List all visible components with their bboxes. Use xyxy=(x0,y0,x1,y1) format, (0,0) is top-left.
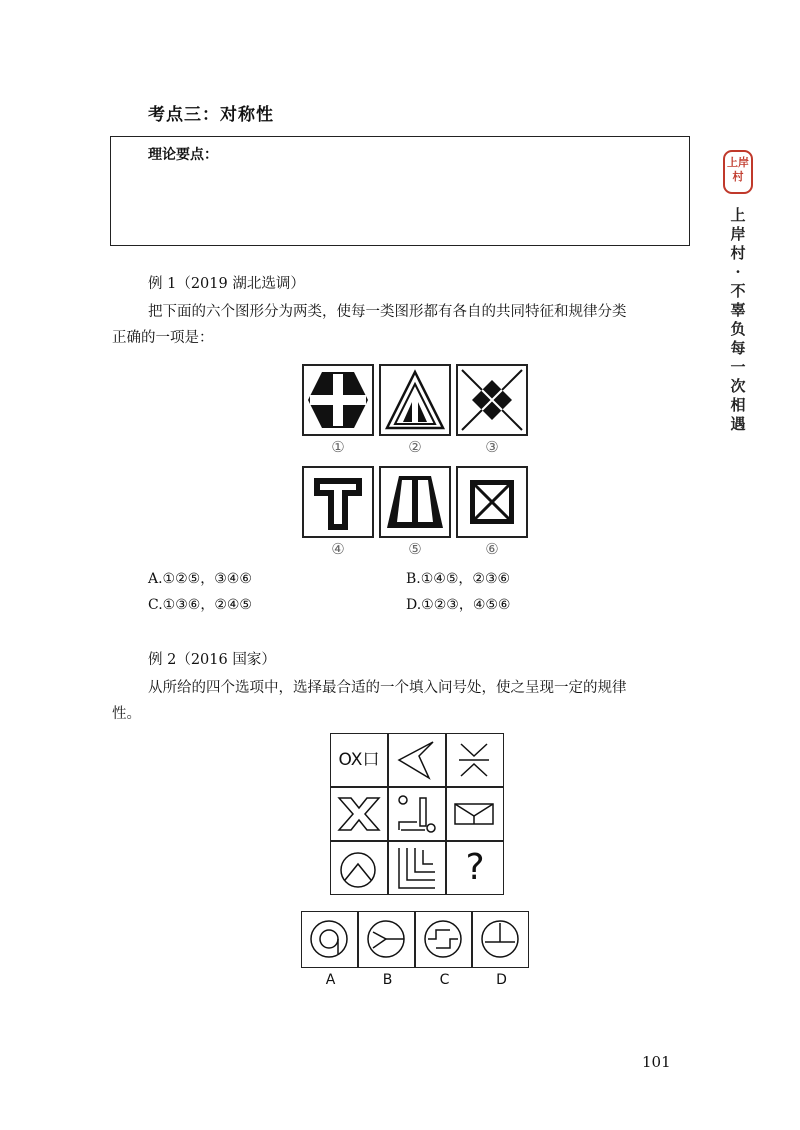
figure-1 xyxy=(302,364,374,436)
example1-question-line2: 正确的一项是： xyxy=(112,330,214,346)
answer-label-d: D xyxy=(496,972,507,988)
theory-label: 理论要点： xyxy=(148,147,218,163)
figure-label-6: ⑥ xyxy=(485,540,499,558)
figure-label-4: ④ xyxy=(331,540,345,558)
grid-cell-3 xyxy=(446,733,504,787)
grid-cell-2 xyxy=(388,733,446,787)
example2-heading: 例 2（2016 国家） xyxy=(148,652,276,668)
example2-question-line1: 从所给的四个选项中，选择最合适的一个填入问号处，使之呈现一定的规律 xyxy=(148,680,627,696)
grid-cell-4 xyxy=(330,787,388,841)
figure-2 xyxy=(379,364,451,436)
figure-label-3: ③ xyxy=(485,438,499,456)
answer-row xyxy=(301,911,529,968)
figure-3 xyxy=(456,364,528,436)
figure-5 xyxy=(379,466,451,538)
option-c: C.①③⑥，②④⑤ xyxy=(148,597,252,613)
figure-label-1: ① xyxy=(331,438,345,456)
answer-label-c: C xyxy=(439,972,450,988)
example2-question-line2: 性。 xyxy=(112,706,141,722)
page-number: 101 xyxy=(642,1053,671,1071)
side-slogan: 上岸村·不辜负每一次相遇 xyxy=(730,206,746,433)
figure-6 xyxy=(456,466,528,538)
answer-a xyxy=(301,911,358,968)
grid-cell-1 xyxy=(330,733,388,787)
section-title: 考点三：对称性 xyxy=(148,105,274,125)
answer-b xyxy=(358,911,415,968)
grid-cell-5 xyxy=(388,787,446,841)
figure-label-5: ⑤ xyxy=(408,540,422,558)
grid-cell-9 xyxy=(446,841,504,895)
example1-question-line1: 把下面的六个图形分为两类，使每一类图形都有各自的共同特征和规律分类 xyxy=(148,304,627,320)
figure-label-2: ② xyxy=(408,438,422,456)
option-b: B.①④⑤，②③⑥ xyxy=(406,571,511,587)
question-mark: ? xyxy=(465,847,485,888)
figure-4 xyxy=(302,466,374,538)
option-a: A.①②⑤，③④⑥ xyxy=(148,571,252,587)
grid-cell-8 xyxy=(388,841,446,895)
option-d: D.①②③，④⑤⑥ xyxy=(406,597,511,613)
grid-cell-1-text: OX口 xyxy=(338,750,380,770)
grid-cell-7 xyxy=(330,841,388,895)
answer-label-b: B xyxy=(382,972,393,988)
grid-cell-6 xyxy=(446,787,504,841)
answer-c xyxy=(415,911,472,968)
brand-seal: 上岸村 xyxy=(723,150,753,194)
answer-d xyxy=(472,911,529,968)
answer-label-a: A xyxy=(325,972,336,988)
puzzle-grid xyxy=(330,733,504,895)
example1-heading: 例 1（2019 湖北选调） xyxy=(148,276,305,292)
